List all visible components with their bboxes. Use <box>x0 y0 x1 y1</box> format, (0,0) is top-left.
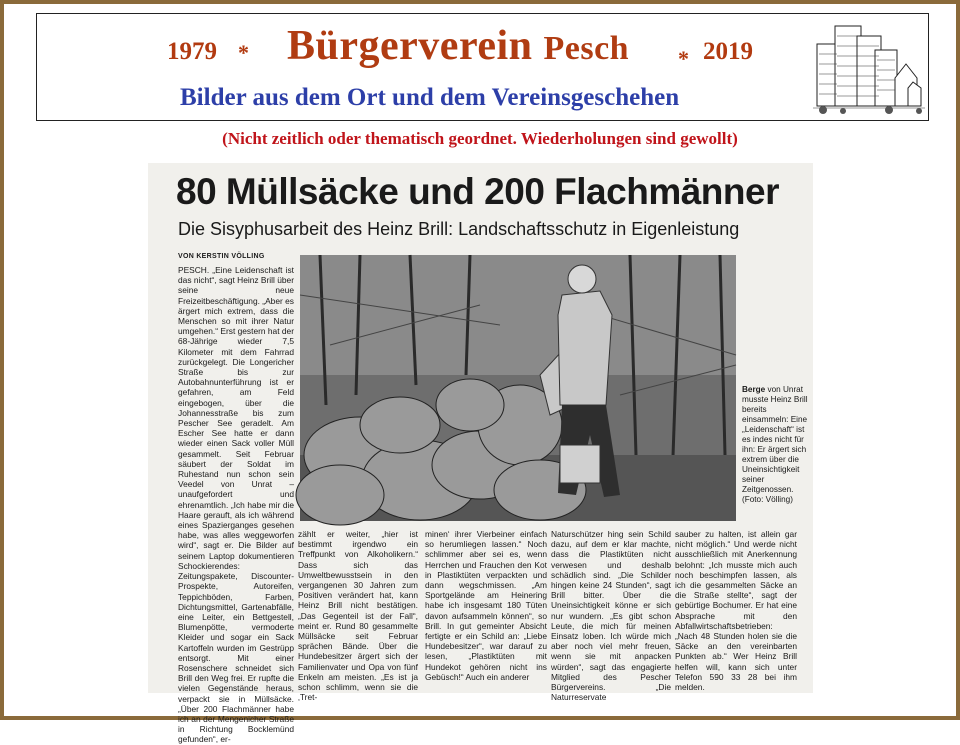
article-column-1: PESCH. „Eine Leidenschaft ist das nicht“, sagt Heinz Brill über seine neue Freizeitbeschäftigung. „Aber es ärgert mich extrem, dass die Menschen so mit ihrer Natur umgehen.“ Erst gestern hat der 68-Jährige wieder 7,5 Kilometer mit dem Fahrrad zurückgelegt. Die Longericher Straße bis zur Autobahnunterführung ist er gefahren, am Feld eingebogen, über die Johannesstraße bis zum Pescher See geradelt. Am Escher See hatte er dann wieder einen Sack voller Müll gesammelt. Seit Februar säubert der Soldat im Ruhestand nun schon sein Veedel von Unrat – unaufgefordert und ehrenamtlich. „Ich habe mir die Haare gerauft, als ich während eines Spazierganges gesehen habe, was alles weggeworfen wird“, sagt er. Die Bilder auf seinem Laptop dokumentieren Schockierendes: Zeitungspakete, Discounter-Prospekte, Autoreifen, Teppichböden, Farben, Dichtungsmittel, Gartenabfälle, eine Leiter, ein Bettgestell, Blumenpötte, vermoderte Kleider und sogar ein Sack Kartoffeln wurden im Gestrüpp entsorgt. Mit einer Rosenschere schneidet sich Brill den Weg frei. Er rupfte die vielen Gegenstände heraus, verpackt sie in Müllsäcke. „Über 200 Flachmänner habe ich an der Mengenicher Straße in Richtung Bocklemünd gefunden“, er- <box>178 265 294 745</box>
year-end: 2019 <box>703 38 753 65</box>
article-byline: VON KERSTIN VÖLLING <box>178 253 265 260</box>
page-subtitle: Bilder aus dem Ort und dem Vereinsgeschehen <box>180 84 680 111</box>
star-left: * <box>238 40 249 65</box>
note-text: (Nicht zeitlich oder thematisch geordnet. Wiederholungen sind gewollt) <box>222 129 738 148</box>
title-small: Pesch <box>543 30 630 67</box>
article-photo <box>300 255 736 521</box>
photo-caption <box>742 385 808 505</box>
article-deck: Die Sisyphusarbeit des Heinz Brill: Landschaftsschutz in Eigenleistung <box>178 219 740 239</box>
article-column-5: sauber zu halten, ist allein gar nicht möglich.“ Und werde nicht ausschließlich mit Anerkennung belohnt: „Ich musste mich auch noch beschimpfen lassen, als ich die gesammelten Säcke an die Straße stellte“, sagt der gebürtige Bochumer. Er hat eine Absprache mit den Abfallwirtschaftsbetrieben: „Nach 48 Stunden holen sie die Säcke an den vereinbarten Punkten ab.“ Wer Heinz Brill helfen will, kann sich unter Telefon 590 33 28 bei ihm melden. <box>675 529 797 693</box>
star-right: * <box>678 46 689 71</box>
header-box <box>36 13 929 121</box>
buildings-logo-icon <box>813 16 925 116</box>
article-column-2: zählt er weiter, „hier ist bestimmt irgendwo ein Treffpunkt von Alkoholikern.“ Dass sich das Umweltbewusstsein in den vergangenen 30 Jahren zum Positiven verändert hat, kann Heinz Brill nicht bestätigen. „Das Gegenteil ist der Fall“, meint er. Rund 80 gesammelte Müllsäcke seit Februar sprächen Bände. Über die Hundebesitzer ärgert sich der Familienvater und Opa von fünf Enkeln am meisten. „Es ist ja schon schlimm, wenn sie die ‚Tret- <box>298 529 418 703</box>
article-column-4: Naturschützer hing sein Schild dazu, auf dem er klar machte, dass die Plastiktüten nicht verwesen und deshalb schädlich sind. „Die Schilder hingen keine 24 Stunden“, sagt Brill bitter. Über die Uneinsichtigkeit könne er sich nur wundern. „Es gibt schon Leute, die mich für meinen Einsatz loben. Ich würde mich aber noch viel mehr freuen, wenn sie mit anpacken würden“, sagt das engagierte Mitglied des Pescher Bürgervereins. „Die Naturreservate <box>551 529 671 703</box>
newspaper-clipping <box>148 163 813 745</box>
article-column-3: minen‘ ihrer Vierbeiner einfach so herumliegen lassen.“ Noch schlimmer aber sei es, wenn Herrchen und Frauchen den Kot in Plastiktüten verpackten und dann wegschmissen. „Am Sportgelände am Heinering habe ich insgesamt 180 Tüten davon aufsammeln können“, so Brill. In gut gemeinter Absicht fertigte er ein Schild an: „Liebe Hundebesitzer“, war darauf zu lesen, „Plastiktüten mit Hundekot gehören nicht ins Gebüsch!“ Auch ein anderer <box>425 529 547 682</box>
year-start: 1979 <box>167 38 217 65</box>
page-title <box>287 22 629 70</box>
caption-bold: Berge <box>742 385 766 394</box>
caption-text: von Unrat musste Heinz Brill bereits einsammeln: Eine „Leidenschaft“ ist es indes nicht für ihn: Er ärgert sich extrem über die Uneinsichtigkeit seiner Zeitgenossen. (Foto: Völling) <box>742 385 808 504</box>
article-headline: 80 Müllsäcke und 200 Flachmänner <box>176 171 779 212</box>
title-main: Bürgerverein <box>287 23 533 69</box>
